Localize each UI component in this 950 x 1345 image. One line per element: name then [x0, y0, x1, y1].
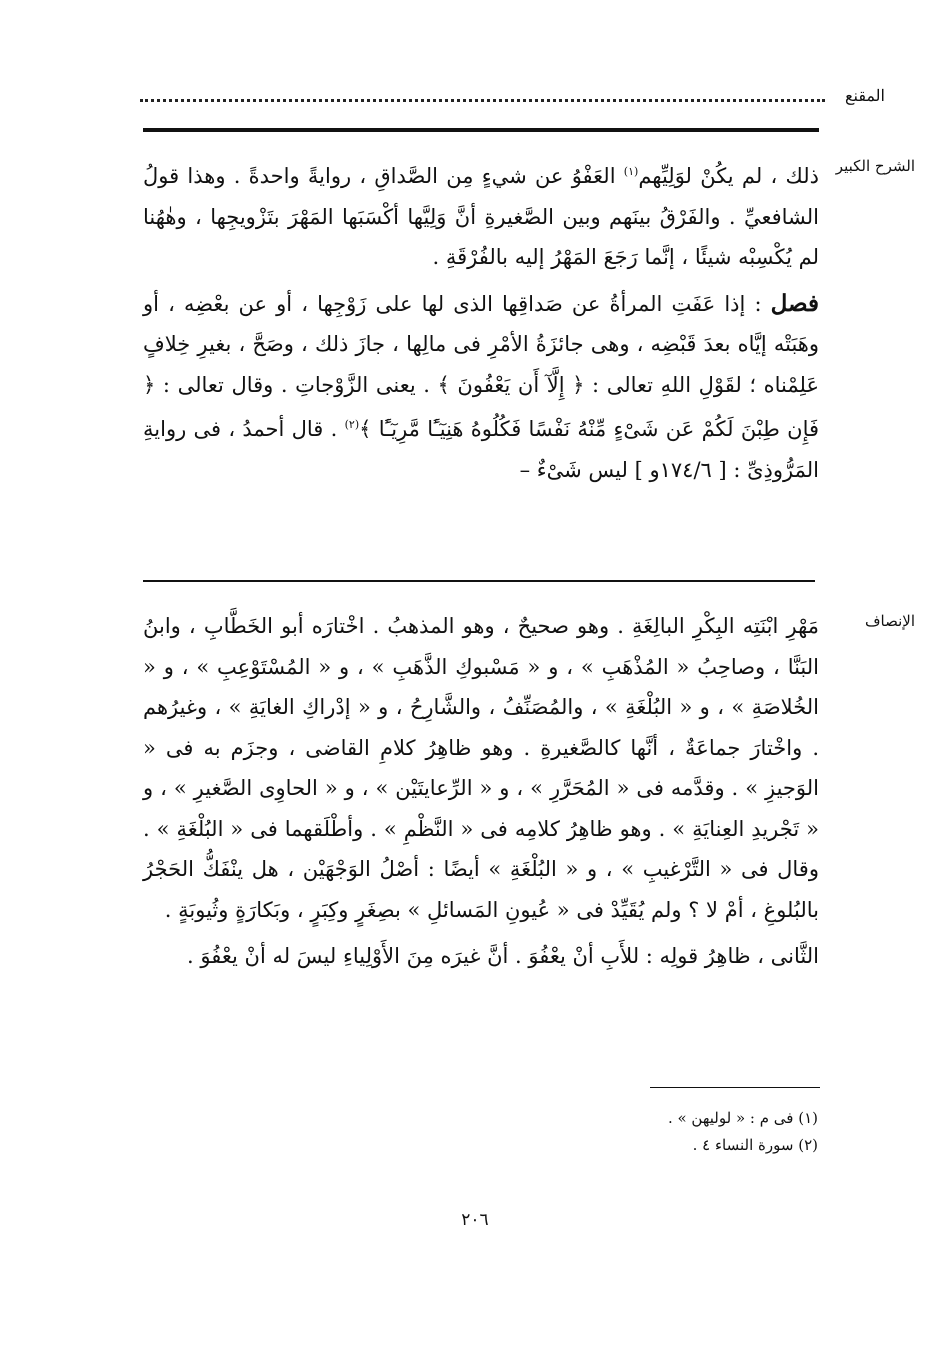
sharh-p1-rest: العَفْوُ عن شيءٍ مِن الصَّداقِ ، روايةً واحدةً . وهذا قولُ الشافعيِّ . والفَرْقُ بينَهم وبين الصَّغيرةِ أنَّ وَلِيَّها أكْسَبَها المَهْرَ بتَزْويجِها ، وهٰهُنا لم يُكْسِبْه شيئًا ، إنَّما رَجَعَ المَهْرُ إليه بالفُرْقَةِ . [143, 164, 819, 269]
page-number: ٢٠٦ [461, 1210, 489, 1230]
sharh-p2-rest: . قال أحمدُ ، فى روايةِ المَرُّوذِىِّ : [ ١٧٤/٦و ] ليس شَىْءٌ – [143, 417, 819, 482]
sharh-p1-start: ذلك ، لم يكُنْ لوَلِيِّهم [638, 164, 819, 188]
margin-label-sharh: الشرح الكبير [835, 157, 915, 175]
header-rule [143, 128, 819, 132]
header-title: المقنع [844, 85, 885, 105]
sharh-p2-start: : إذا عَفَتِ المرأةُ عن صَداقِها الذى لها على زَوْجِها ، أو عن بعْضِه ، أو وهَبَتْه إيَّاه بعدَ قَبْضِه ، وهى جائزَةُ الأمْرِ فى مالِها ، جازَ ذلك ، وصَحَّ ، بغيرِ خِلافٍ عَلِمْناه ؛ لقَوْلِ اللهِ تعالى : ﴿ إِلَّآ أَن يَعْفُونَ ﴾ . يعنى الزَّوْجاتِ . وقال تعالى : ﴿ فَإِن طِبْنَ لَكُمْ عَن شَىْءٍ مِّنْهُ نَفْسًا فَكُلُوهُ هَنِيٓـًٔا مَّرِيٓـًٔا ﴾ [143, 291, 820, 441]
running-header [140, 80, 885, 110]
footnote-ref-2: (٢) [344, 418, 360, 431]
header-dotted-line [140, 99, 825, 102]
footnote-2: (٢) سورة النساء ٤ . [692, 1136, 818, 1154]
footnote-1: (١) فى م : « لوليهن » . [667, 1109, 818, 1127]
sharh-paragraph-1 [143, 152, 819, 278]
insaf-paragraph-2: الثَّانى ، ظاهِرُ قولِه : للأَبِ أنْ يعْفُوَ . أنَّ غيرَه مِنَ الأَوْلِياءِ ليسَ له أنْ يعْفُوَ . [187, 944, 819, 968]
sharh-text-block [143, 152, 819, 490]
insaf-paragraph-1: مَهْرِ ابْنَتِه البِكْرِ البالِغَةِ . وهو صحيحٌ ، وهو المذهبُ . اخْتارَه أبو الخَطَّابِ ، وابنُ البَنَّا ، وصاحِبُ « المُذْهَبِ » ، و « مَسْبوكِ الذَّهَبِ » ، و « المُسْتَوْعِبِ » ، و « الخُلاصَةِ » ، و « البُلْغَةِ » ، والمُصَنِّفُ ، والشَّارِحُ ، و « إدْراكِ الغايَةِ » ، وغيرُهم . واخْتارَ جماعَةٌ ، أنَّها كالصَّغيرةِ . وهو ظاهِرُ كلامِ القاضى ، وجزَم به فى « الوَجيزِ » . وقدَّمه فى « المُحَرَّرِ » ، و « الرِّعايتَيْن » ، و « الحاوِى الصَّغيرِ » ، و « تَجْريدِ العِنايَةِ » . وهو ظاهِرُ كلامِه فى « النَّظْمِ » . وأطْلَقهما فى « البُلْغَةِ » . وقال فى « التَّرْغيبِ » ، و « البُلْغَةِ » أيضًا : أصْلُ الوَجْهَيْن ، هل ينْفَكُّ الحَجْرُ بالبُلوغِ ، أمْ لا ؟ ولم يُقَيِّدْ فى « عُيونِ المَسائلِ » بصِغَرٍ وكِبَرٍ ، وبَكارَةٍ وثُيوبَةٍ . [143, 614, 819, 922]
footnotes [500, 1105, 818, 1159]
insaf-text-block [143, 606, 819, 977]
fasl-heading: فصل [770, 289, 819, 317]
footnote-ref-1: (١) [623, 165, 639, 178]
footnote-rule [650, 1087, 820, 1088]
sharh-paragraph-2 [143, 284, 819, 491]
section-divider [143, 580, 815, 582]
margin-label-insaf: الإنصاف [864, 612, 915, 630]
